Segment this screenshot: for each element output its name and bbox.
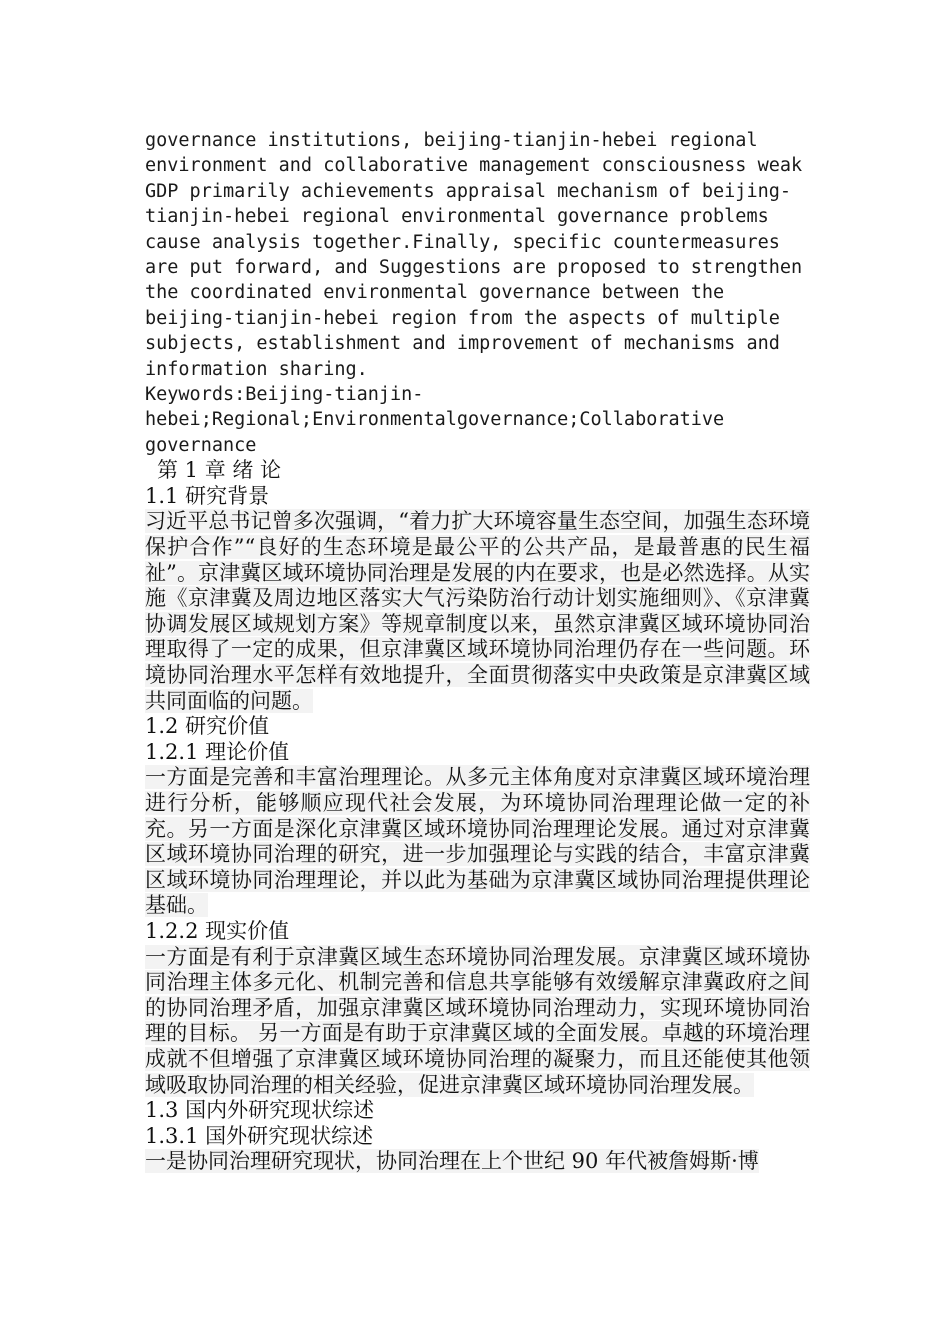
section-heading-1-3: 1.3 国内外研究现状综述 [145,1098,375,1123]
section-heading-1-2: 1.2 研究价值 [145,714,270,739]
section-heading-1-2-1: 1.2.1 理论价值 [145,739,290,764]
paragraph-text: 一是协同治理研究现状，协同治理在上个世纪 90 年代被詹姆斯·博 [145,1149,759,1174]
section-heading-1-3-1: 1.3.1 国外研究现状综述 [145,1123,374,1148]
paragraph-text: 习近平总书记曾多次强调，“着力扩大环境容量生态空间，加强生态环境保护合作”“良好的生态环境是最公平的公共产品，是最普惠的民生福祉”。京津冀区域环境协同治理是发展的内在要求，也是必然选择。从实施《京津冀及周边地区落实大气污染防治行动计划实施细则》、《京津冀协调发展区域规划方案》等规章制度以来，虽然京津冀区域环境协同治理取得了一定的成果，但京津冀区域环境协同治理仍存在一些问题。环境协同治理水平怎样有效地提升，全面贯彻落实中央政策是京津冀区域共同面临的问题。 [145,509,810,713]
abstract-tail: governance institutions, beijing-tianjin-hebei regional environment and collaborative management consciousness weak GDP primarily achievements appraisal mechanism of beijing-tianjin-hebei regional environmental governance problems cause analysis together.Finally, specific countermeasures are put forward, and Suggestions are proposed to strengthen the coordinated environmental governance between the beijing-tianjin-hebei region from the aspects of multiple subjects, establishment and improvement of mechanisms and information sharing. [145,130,814,380]
paragraph-foreign-research [145,1149,810,1175]
document-page [145,128,814,1175]
paragraph-theoretical-value [145,765,810,919]
paragraph-research-background [145,509,810,714]
section-heading-1-2-2: 1.2.2 现实价值 [145,918,290,943]
keywords-line: Keywords:Beijing-tianjin-hebei;Regional;Environmentalgovernance;Collaborative governance [145,384,736,456]
chapter-title: 第 1 章 绪 论 [157,458,282,483]
paragraph-text: 一方面是完善和丰富治理理论。从多元主体角度对京津冀区域环境治理进行分析，能够顺应现代社会发展，为环境协同治理理论做一定的补充。另一方面是深化京津冀区域环境协同治理理论发展。通过对京津冀区域环境协同治理的研究，进一步加强理论与实践的结合，丰富京津冀区域环境协同治理理论，并以此为基础为京津冀区域协同治理提供理论基础。 [145,765,810,918]
paragraph-practical-value [145,945,810,1099]
section-heading-1-1: 1.1 研究背景 [145,483,270,508]
paragraph-text: 一方面是有利于京津冀区域生态环境协同治理发展。京津冀区域环境协同治理主体多元化、机制完善和信息共享能够有效缓解京津冀政府之间的协同治理矛盾，加强京津冀区域环境协同治理动力，实现环境协同治理的目标。 另一方面是有助于京津冀区域的全面发展。卓越的环境治理成就不但增强了京津冀区域环境协同治理的凝聚力，而且还能使其他领域吸取协同治理的相关经验，促进京津冀区域环境协同治理发展。 [145,944,810,1097]
